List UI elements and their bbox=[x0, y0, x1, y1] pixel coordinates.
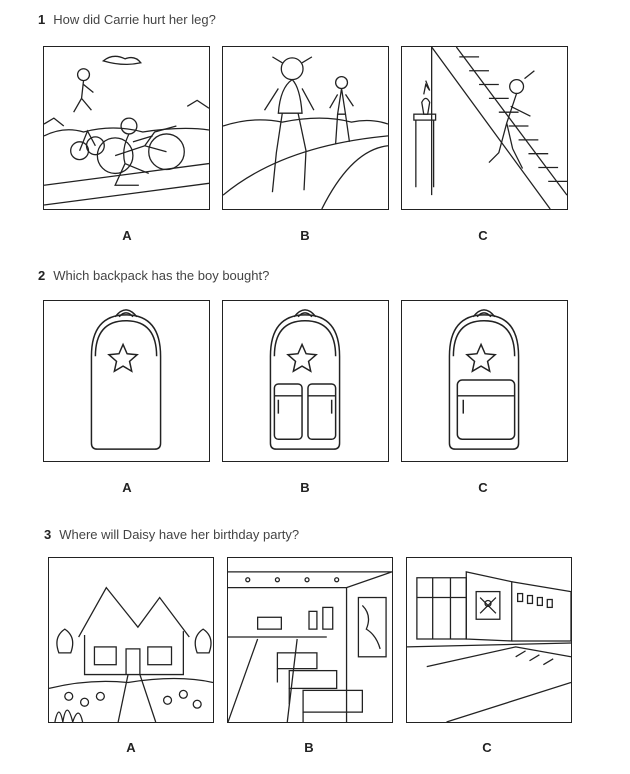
backpack-star-one-pocket-illustration bbox=[402, 301, 567, 461]
option-label: A bbox=[126, 740, 136, 755]
option-2c-picture[interactable] bbox=[401, 300, 568, 462]
restaurant-interior-illustration bbox=[228, 558, 392, 722]
backpack-star-no-pockets-illustration bbox=[44, 301, 209, 461]
option-1c-picture[interactable] bbox=[401, 46, 568, 210]
question-3-heading bbox=[44, 527, 299, 542]
question-number: 1 bbox=[38, 12, 46, 27]
option-2a-picture[interactable] bbox=[43, 300, 210, 462]
question-1-heading bbox=[38, 12, 216, 27]
option-label: C bbox=[478, 480, 488, 495]
girl-falling-down-stairs-illustration bbox=[402, 47, 567, 209]
option-label: C bbox=[478, 228, 488, 243]
question-text: How did Carrie hurt her leg? bbox=[53, 12, 216, 27]
option-label: B bbox=[304, 740, 314, 755]
question-number: 3 bbox=[44, 527, 52, 542]
option-1b-picture[interactable] bbox=[222, 46, 389, 210]
option-1a-picture[interactable] bbox=[43, 46, 210, 210]
question-2-heading bbox=[38, 268, 269, 283]
house-with-garden-illustration bbox=[49, 558, 213, 722]
backpack-star-two-pockets-illustration bbox=[223, 301, 388, 461]
question-text: Which backpack has the boy bought? bbox=[53, 268, 270, 283]
girl-fell-off-bicycle-illustration bbox=[44, 47, 209, 209]
option-label: A bbox=[122, 480, 132, 495]
option-3b-picture[interactable] bbox=[227, 557, 393, 723]
sports-centre-building-illustration bbox=[407, 558, 571, 722]
option-label: B bbox=[300, 480, 310, 495]
option-2b-picture[interactable] bbox=[222, 300, 389, 462]
option-label: B bbox=[300, 228, 310, 243]
option-3a-picture[interactable] bbox=[48, 557, 214, 723]
question-text: Where will Daisy have her birthday party? bbox=[59, 527, 300, 542]
girl-running-illustration bbox=[223, 47, 388, 209]
option-3c-picture[interactable] bbox=[406, 557, 572, 723]
option-label: A bbox=[122, 228, 132, 243]
question-number: 2 bbox=[38, 268, 46, 283]
option-label: C bbox=[482, 740, 492, 755]
